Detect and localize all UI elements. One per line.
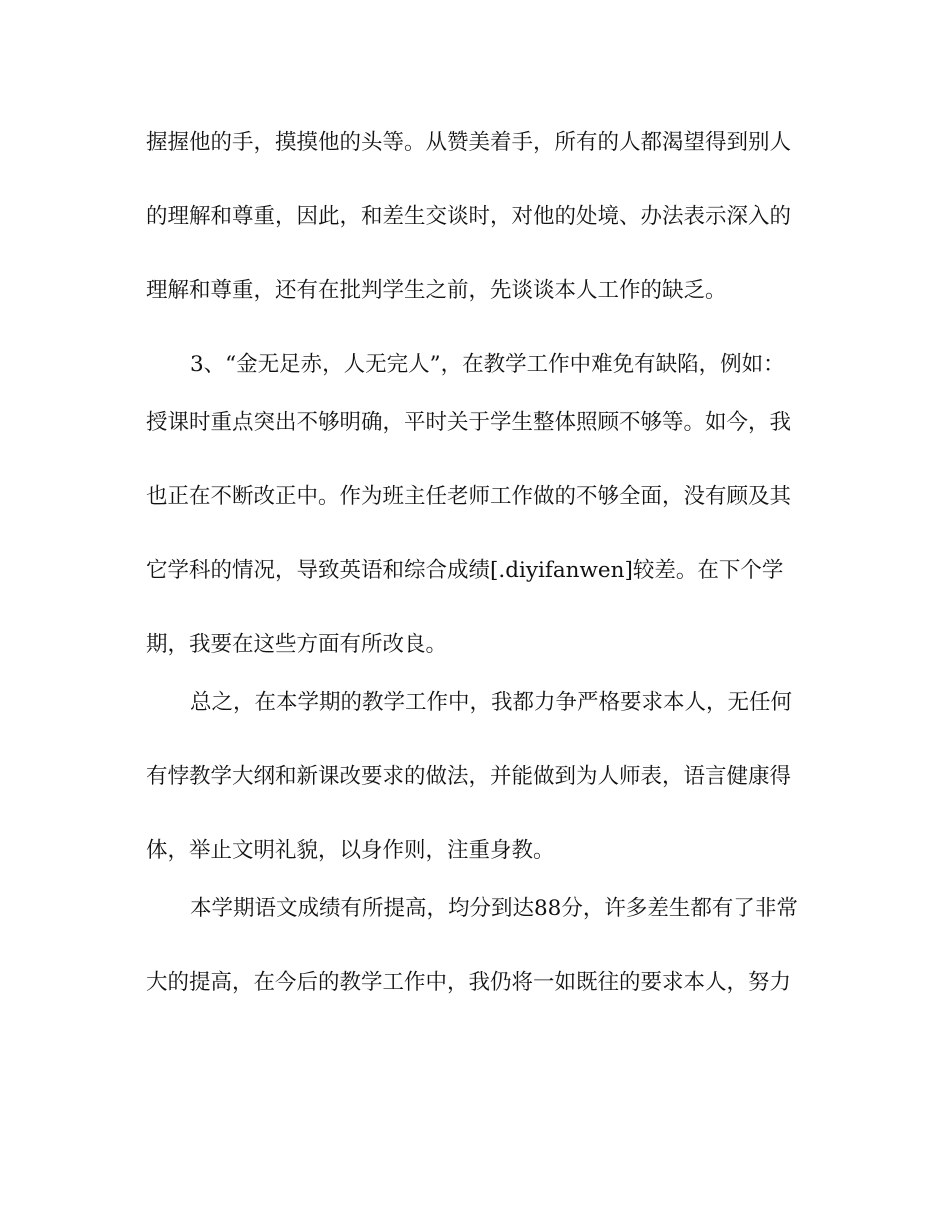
text-line-13: 大的提高，在今后的教学工作中，我仍将一如既往的要求本人，努力 [146,970,792,995]
text-line-1: 握握他的手，摸摸他的头等。从赞美着手，所有的人都渴望得到别人 [146,130,792,155]
text-line-4: 3、“金无足赤，人无完人”，在教学工作中难免有缺陷，例如： [190,352,785,377]
text-line-7: 它学科的情况，导致英语和综合成绩[.diyifanwen]较差。在下个学 [146,558,784,583]
text-line-11: 体，举止文明礼貌，以身作则，注重身教。 [146,838,555,863]
text-line-3: 理解和尊重，还有在批判学生之前，先谈谈本人工作的缺乏。 [146,278,727,303]
text-line-2: 的理解和尊重，因此，和差生交谈时，对他的处境、办法表示深入的 [146,204,792,229]
text-line-8: 期，我要在这些方面有所改良。 [146,632,448,657]
text-line-9: 总之，在本学期的教学工作中，我都力争严格要求本人，无任何 [190,690,793,715]
text-line-5: 授课时重点突出不够明确，平时关于学生整体照顾不够等。如今，我 [146,410,792,435]
text-line-6: 也正在不断改正中。作为班主任老师工作做的不够全面，没有顾及其 [146,484,792,509]
text-line-12: 本学期语文成绩有所提高，均分到达88分，许多差生都有了非常 [190,896,798,921]
text-line-10: 有悖教学大纲和新课改要求的做法，并能做到为人师表，语言健康得 [146,764,792,789]
